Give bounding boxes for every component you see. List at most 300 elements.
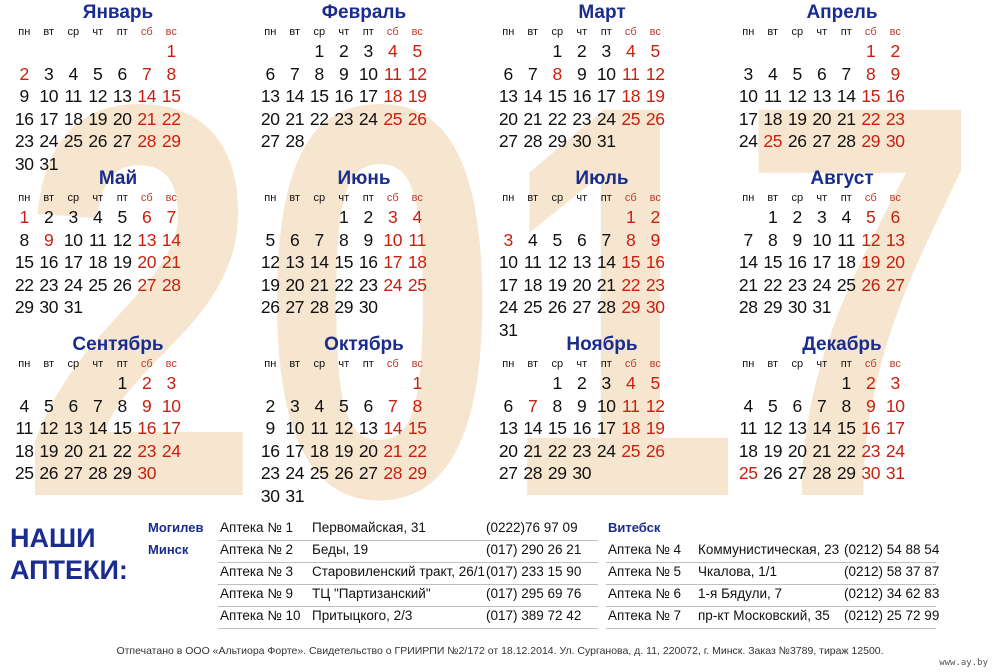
day-cell: 22 — [621, 274, 641, 295]
day-cell: 18 — [88, 252, 108, 272]
day-cell: 6 — [68, 395, 78, 416]
day-cell: 28 — [523, 131, 543, 151]
pharmacy-row — [606, 542, 940, 564]
day-cell: 28 — [738, 297, 758, 317]
weekday-label: вт — [43, 26, 55, 38]
day-cell: 10 — [358, 63, 378, 84]
day-cell: 30 — [885, 131, 905, 151]
day-cell: 20 — [285, 274, 305, 295]
day-cell: 25 — [383, 108, 403, 129]
day-cell: 10 — [738, 86, 758, 106]
day-cell: 20 — [137, 252, 157, 272]
pharmacy-name: Аптека № 7 — [608, 608, 682, 623]
weekday-label: ср — [313, 358, 326, 370]
pharmacy-row — [218, 586, 598, 608]
day-cell: 8 — [866, 63, 876, 84]
pharmacy-row — [218, 520, 598, 542]
day-cell — [761, 372, 786, 395]
month-title: Ноябрь — [566, 334, 638, 355]
week-row — [258, 274, 470, 297]
pharmacy-row — [606, 608, 940, 630]
week-row — [12, 40, 224, 63]
week-row — [12, 251, 224, 274]
day-cell: 19 — [88, 108, 108, 129]
week-row — [496, 372, 708, 395]
day-cell: 28 — [137, 131, 157, 151]
week-row — [496, 274, 708, 297]
weekday-label: чт — [816, 26, 828, 38]
day-cell: 29 — [334, 297, 354, 317]
pharmacy-row — [606, 586, 940, 608]
pharmacy-name: Аптека № 6 — [608, 586, 682, 601]
pharmacy-address: Беды, 19 — [312, 542, 369, 557]
day-cell — [381, 130, 406, 153]
week-row — [12, 63, 224, 86]
weekday-header — [12, 24, 224, 40]
day-cell — [810, 372, 835, 395]
weekday-label: ср — [791, 192, 804, 204]
weekday-header — [496, 190, 708, 206]
week-row — [258, 395, 470, 418]
day-cell — [381, 296, 406, 319]
day-cell: 12 — [260, 252, 280, 272]
weekday-label: вс — [165, 26, 177, 38]
day-cell: 24 — [383, 274, 403, 295]
day-cell: 13 — [63, 418, 83, 438]
day-cell: 27 — [885, 274, 905, 295]
day-cell: 8 — [412, 395, 422, 416]
day-cell: 30 — [358, 297, 378, 317]
weekday-label: пт — [600, 192, 612, 204]
weekday-label: вс — [411, 192, 423, 204]
day-cell: 6 — [817, 63, 827, 84]
weekday-label: пн — [502, 26, 515, 38]
day-cell: 10 — [63, 229, 83, 250]
watermark: www.ay.by — [939, 658, 988, 668]
day-cell: 30 — [787, 297, 807, 317]
day-cell: 12 — [645, 63, 665, 84]
day-cell: 18 — [63, 108, 83, 129]
day-cell — [381, 485, 406, 508]
day-cell: 19 — [645, 86, 665, 106]
day-cell — [110, 40, 135, 63]
day-cell: 7 — [841, 63, 851, 84]
day-cell: 5 — [650, 41, 660, 61]
day-cell: 7 — [528, 395, 538, 416]
day-cell: 28 — [523, 463, 543, 483]
day-cell: 23 — [334, 108, 354, 129]
day-cell: 14 — [309, 252, 329, 272]
pharmacy-address: ТЦ "Партизанский" — [312, 586, 431, 601]
day-cell: 11 — [739, 418, 758, 438]
day-cell: 9 — [792, 229, 802, 250]
day-cell: 26 — [334, 463, 354, 483]
day-cell: 15 — [763, 252, 783, 272]
day-cell: 14 — [523, 86, 543, 106]
weekday-header — [496, 356, 708, 372]
day-cell: 16 — [137, 418, 157, 438]
weekday-label: чт — [338, 192, 350, 204]
day-cell: 21 — [523, 108, 543, 129]
day-cell: 11 — [837, 229, 856, 250]
month-title: Сентябрь — [72, 334, 164, 355]
pharmacy-name: Аптека № 1 — [220, 520, 294, 535]
weekday-label: ср — [791, 26, 804, 38]
day-cell: 16 — [572, 86, 592, 106]
day-cell — [785, 40, 810, 63]
month-block — [258, 168, 470, 319]
day-cell: 6 — [577, 229, 587, 250]
pharmacy-phone: (017) 295 69 76 — [486, 586, 582, 601]
weekday-label: пт — [116, 26, 128, 38]
weekday-label: ср — [67, 192, 80, 204]
pharmacy-name: Аптека № 10 — [220, 608, 301, 623]
day-cell: 7 — [290, 63, 300, 84]
pharmacies-title — [10, 522, 128, 586]
day-cell: 2 — [265, 395, 275, 416]
week-row — [258, 440, 470, 463]
weekday-header — [736, 190, 948, 206]
day-cell: 3 — [817, 207, 827, 227]
weekday-label: сб — [864, 192, 877, 204]
day-cell: 2 — [577, 373, 587, 393]
day-cell: 20 — [112, 108, 132, 129]
pharmacy-phone: (0212) 25 72 99 — [844, 608, 940, 623]
weekday-label: сб — [864, 358, 877, 370]
day-cell: 1 — [166, 41, 176, 61]
weekday-label: вс — [889, 358, 901, 370]
day-cell: 25 — [309, 463, 329, 483]
day-cell: 16 — [645, 252, 665, 272]
day-cell: 23 — [861, 440, 881, 461]
day-cell: 28 — [812, 463, 832, 483]
day-cell: 8 — [117, 395, 127, 416]
weekday-label: вт — [289, 192, 301, 204]
week-row — [736, 206, 948, 229]
day-cell: 17 — [161, 418, 181, 438]
pharmacy-row — [606, 564, 940, 586]
day-cell: 16 — [39, 252, 59, 272]
day-cell — [405, 485, 430, 508]
day-cell: 26 — [547, 297, 567, 317]
day-cell: 13 — [112, 86, 132, 106]
week-row — [12, 462, 224, 485]
day-cell: 5 — [866, 207, 876, 227]
weekday-label: сб — [140, 26, 153, 38]
day-cell: 16 — [787, 252, 807, 272]
day-cell: 13 — [285, 252, 305, 272]
day-cell: 5 — [768, 395, 778, 416]
weekday-label: пт — [840, 192, 852, 204]
day-cell: 21 — [161, 252, 181, 272]
day-cell — [883, 296, 908, 319]
day-cell: 10 — [596, 395, 616, 416]
week-row — [496, 206, 708, 229]
day-cell — [283, 40, 308, 63]
day-cell: 4 — [68, 63, 78, 84]
weekday-label: пт — [362, 358, 374, 370]
day-cell: 15 — [112, 418, 132, 438]
pharmacy-row — [218, 542, 598, 564]
pharmacies-title-line2: АПТЕКИ: — [10, 555, 128, 585]
weekday-label: ср — [551, 358, 564, 370]
day-cell: 6 — [290, 229, 300, 250]
day-cell: 18 — [621, 86, 641, 106]
day-cell: 2 — [792, 207, 802, 227]
weekday-header — [258, 190, 470, 206]
day-cell: 6 — [792, 395, 802, 416]
day-cell: 27 — [112, 131, 132, 151]
day-cell: 7 — [817, 395, 827, 416]
month-block — [736, 168, 948, 319]
day-cell: 5 — [552, 229, 562, 250]
day-cell: 28 — [596, 297, 616, 317]
weekday-label: пт — [116, 358, 128, 370]
day-cell: 22 — [112, 440, 132, 461]
weekday-label: сб — [624, 192, 637, 204]
day-cell: 21 — [383, 440, 403, 461]
day-cell: 18 — [309, 440, 329, 461]
week-row — [12, 296, 224, 319]
month-title: Май — [98, 168, 138, 189]
weekday-label: сб — [386, 358, 399, 370]
day-cell: 29 — [547, 463, 567, 483]
day-cell: 12 — [334, 418, 354, 438]
day-cell: 5 — [792, 63, 802, 84]
day-cell — [356, 130, 381, 153]
day-cell — [258, 206, 283, 229]
week-row — [496, 296, 708, 319]
week-row — [736, 63, 948, 86]
day-cell: 30 — [645, 297, 665, 317]
day-cell — [332, 485, 357, 508]
week-row — [496, 63, 708, 86]
weekday-label: вт — [767, 26, 779, 38]
day-cell: 12 — [407, 63, 427, 84]
pharmacy-phone: (0212) 58 37 87 — [844, 564, 940, 579]
day-cell: 23 — [137, 440, 157, 461]
day-cell — [307, 206, 332, 229]
month-title: Июнь — [337, 168, 391, 189]
day-cell: 4 — [841, 207, 851, 227]
day-cell — [307, 485, 332, 508]
weekday-header — [496, 24, 708, 40]
day-cell: 4 — [93, 207, 103, 227]
day-cell: 17 — [738, 108, 758, 129]
weekday-label: пт — [600, 358, 612, 370]
day-cell: 3 — [44, 63, 54, 84]
day-cell — [86, 372, 111, 395]
day-cell: 15 — [161, 86, 181, 106]
day-cell: 22 — [763, 274, 783, 295]
day-cell: 6 — [503, 63, 513, 84]
day-cell: 1 — [117, 373, 127, 393]
day-cell: 9 — [339, 63, 349, 84]
week-row — [496, 108, 708, 131]
weekday-label: пн — [742, 26, 755, 38]
day-cell: 5 — [44, 395, 54, 416]
day-cell: 3 — [601, 373, 611, 393]
day-cell: 9 — [19, 86, 29, 106]
day-cell: 21 — [88, 440, 108, 461]
day-cell: 12 — [787, 86, 807, 106]
day-cell: 5 — [412, 41, 422, 61]
day-cell — [61, 40, 86, 63]
weekday-label: пн — [502, 358, 515, 370]
weekday-label: чт — [576, 26, 588, 38]
day-cell: 9 — [363, 229, 373, 250]
day-cell: 19 — [407, 86, 427, 106]
weekday-label: вт — [43, 192, 55, 204]
day-cell: 23 — [14, 131, 34, 151]
day-cell: 8 — [841, 395, 851, 416]
day-cell: 9 — [577, 63, 587, 84]
day-cell — [258, 40, 283, 63]
city-vitebsk: Витебск — [608, 520, 661, 535]
week-row — [736, 229, 948, 252]
day-cell: 4 — [314, 395, 324, 416]
day-cell: 23 — [885, 108, 905, 129]
weekday-label: чт — [338, 26, 350, 38]
day-cell: 2 — [890, 41, 900, 61]
day-cell: 25 — [621, 108, 641, 129]
day-cell — [545, 206, 570, 229]
day-cell — [810, 40, 835, 63]
weekday-label: ср — [67, 358, 80, 370]
day-cell: 31 — [498, 319, 518, 340]
month-block — [736, 334, 948, 485]
day-cell: 25 — [14, 463, 34, 483]
day-cell: 4 — [19, 395, 29, 416]
day-cell: 16 — [334, 86, 354, 106]
day-cell: 12 — [861, 229, 881, 250]
week-row — [496, 251, 708, 274]
day-cell: 20 — [812, 108, 832, 129]
day-cell: 17 — [596, 418, 616, 438]
day-cell: 1 — [768, 207, 778, 227]
day-cell: 1 — [314, 41, 324, 61]
week-row — [736, 40, 948, 63]
day-cell — [405, 296, 430, 319]
weekday-label: вс — [649, 26, 661, 38]
day-cell: 11 — [408, 229, 427, 250]
weekday-label: ср — [67, 26, 80, 38]
week-row — [258, 485, 470, 508]
day-cell: 17 — [812, 252, 832, 272]
day-cell: 8 — [768, 229, 778, 250]
week-row — [258, 85, 470, 108]
day-cell — [159, 462, 184, 485]
day-cell: 25 — [763, 131, 783, 151]
month-block — [12, 168, 224, 319]
day-cell: 20 — [498, 440, 518, 461]
day-cell: 13 — [260, 86, 280, 106]
week-row — [12, 417, 224, 440]
day-cell: 3 — [388, 207, 398, 227]
weekday-label: вт — [767, 192, 779, 204]
day-cell: 1 — [339, 207, 349, 227]
day-cell: 3 — [890, 373, 900, 393]
weekday-label: сб — [140, 192, 153, 204]
pharmacy-name: Аптека № 5 — [608, 564, 682, 579]
day-cell: 22 — [836, 440, 856, 461]
day-cell: 15 — [547, 418, 567, 438]
day-cell — [86, 296, 111, 319]
day-cell — [736, 372, 761, 395]
weekday-label: вт — [289, 26, 301, 38]
day-cell: 23 — [260, 463, 280, 483]
day-cell: 15 — [334, 252, 354, 272]
day-cell: 22 — [861, 108, 881, 129]
day-cell: 22 — [547, 108, 567, 129]
day-cell: 23 — [787, 274, 807, 295]
pharmacy-phone: (017) 290 26 21 — [486, 542, 582, 557]
week-row — [736, 372, 948, 395]
day-cell: 30 — [39, 297, 59, 317]
day-cell — [834, 40, 859, 63]
week-row — [258, 462, 470, 485]
weekday-label: чт — [816, 358, 828, 370]
day-cell: 14 — [836, 86, 856, 106]
day-cell — [86, 40, 111, 63]
day-cell — [12, 40, 37, 63]
day-cell: 8 — [19, 229, 29, 250]
month-title: Июль — [575, 168, 629, 189]
week-row — [496, 395, 708, 418]
week-row — [12, 274, 224, 297]
city-minsk: Минск — [148, 542, 189, 557]
day-cell: 1 — [412, 373, 422, 393]
day-cell: 12 — [112, 229, 132, 250]
day-cell: 1 — [626, 207, 636, 227]
day-cell: 5 — [93, 63, 103, 84]
day-cell: 17 — [358, 86, 378, 106]
day-cell: 10 — [285, 418, 305, 438]
week-row — [736, 130, 948, 153]
week-row — [496, 417, 708, 440]
weekday-label: вс — [411, 358, 423, 370]
day-cell: 18 — [407, 252, 427, 272]
day-cell: 19 — [861, 252, 881, 272]
weekday-label: пт — [362, 26, 374, 38]
day-cell: 14 — [88, 418, 108, 438]
day-cell: 20 — [787, 440, 807, 461]
day-cell: 20 — [498, 108, 518, 129]
day-cell: 26 — [88, 131, 108, 151]
day-cell: 13 — [572, 252, 592, 272]
pharmacies-title-line1: НАШИ — [10, 523, 96, 553]
week-row — [736, 274, 948, 297]
day-cell: 11 — [310, 418, 329, 438]
day-cell: 1 — [866, 41, 876, 61]
day-cell: 25 — [523, 297, 543, 317]
day-cell: 17 — [885, 418, 905, 438]
day-cell: 11 — [15, 418, 34, 438]
day-cell — [594, 206, 619, 229]
week-row — [736, 462, 948, 485]
day-cell: 28 — [309, 297, 329, 317]
month-title: Январь — [82, 2, 154, 23]
day-cell: 25 — [836, 274, 856, 295]
day-cell: 25 — [88, 274, 108, 295]
day-cell: 28 — [88, 463, 108, 483]
pharmacy-name: Аптека № 9 — [220, 586, 294, 601]
day-cell — [521, 372, 546, 395]
day-cell: 29 — [14, 297, 34, 317]
day-cell: 22 — [334, 274, 354, 295]
weekday-label: чт — [816, 192, 828, 204]
day-cell — [110, 296, 135, 319]
